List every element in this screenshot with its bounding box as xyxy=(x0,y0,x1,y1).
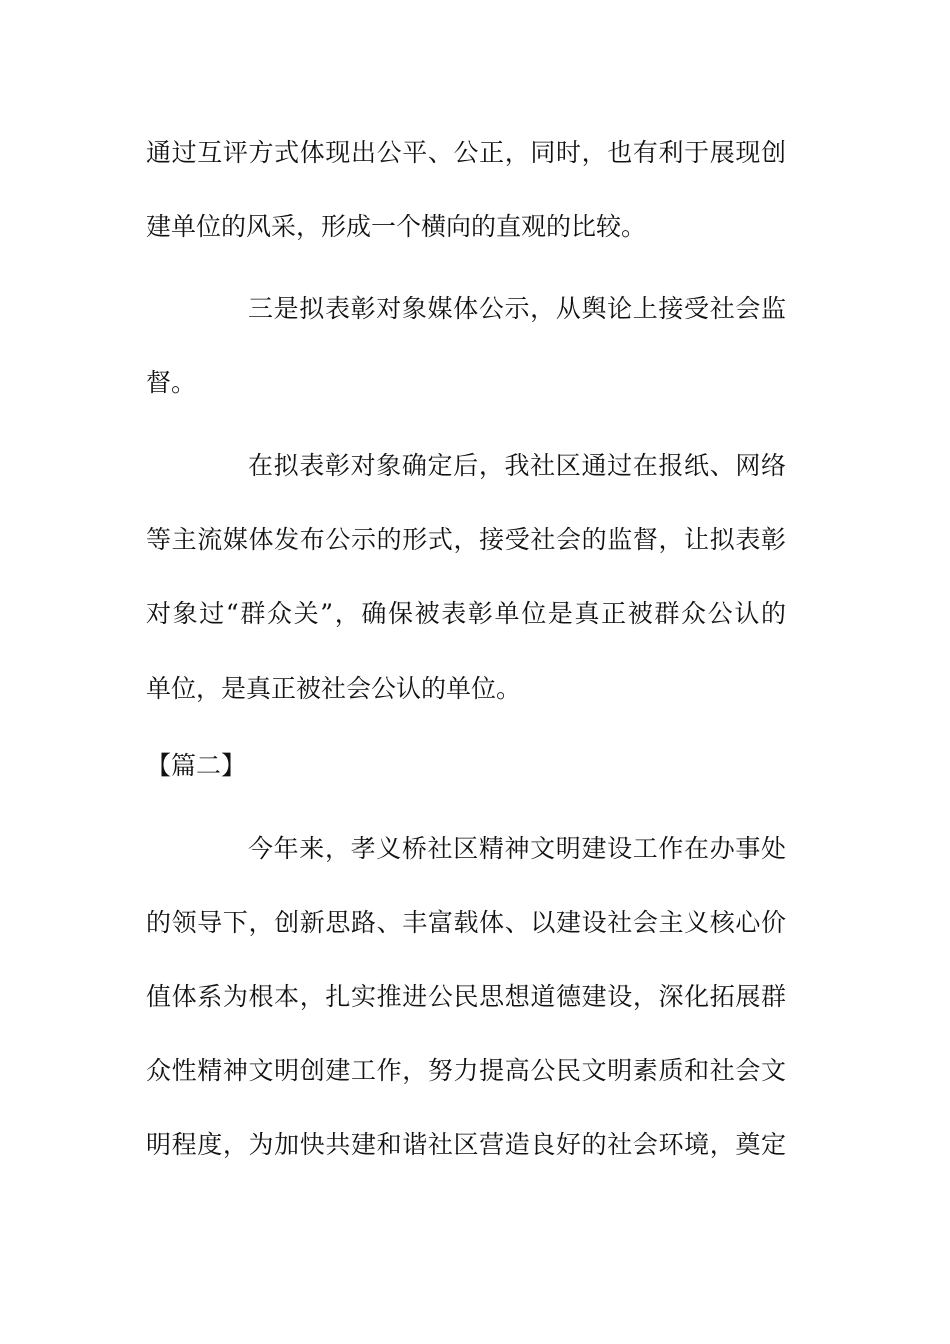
paragraph-line: 三是拟表彰对象媒体公示，从舆论上接受社会监 xyxy=(248,294,786,323)
paragraph-line: 的领导下，创新思路、丰富载体、以建设社会主义核心价 xyxy=(146,908,786,937)
paragraph-line: 对象过“群众关”，确保被表彰单位是真正被群众公认的 xyxy=(146,599,786,628)
paragraph-line: 在拟表彰对象确定后，我社区通过在报纸、网络 xyxy=(248,451,786,480)
paragraph-line: 明程度，为加快共建和谐社区营造良好的社会环境，奠定 xyxy=(146,1130,786,1159)
paragraph-line: 建单位的风采，形成一个横向的直观的比较。 xyxy=(146,212,647,241)
paragraph-line: 督。 xyxy=(146,368,197,397)
paragraph-line: 通过互评方式体现出公平、公正，同时，也有利于展现创 xyxy=(146,138,786,167)
paragraph-line: 单位，是真正被社会公认的单位。 xyxy=(146,674,522,703)
section-heading: 【篇二】 xyxy=(146,751,247,780)
paragraph-line: 值体系为根本，扎实推进公民思想道德建设，深化拓展群 xyxy=(146,982,786,1011)
paragraph-line: 今年来，孝义桥社区精神文明建设工作在办事处 xyxy=(248,834,786,863)
paragraph-line: 等主流媒体发布公示的形式，接受社会的监督，让拟表彰 xyxy=(146,525,786,554)
paragraph-line: 众性精神文明创建工作，努力提高公民文明素质和社会文 xyxy=(146,1056,786,1085)
